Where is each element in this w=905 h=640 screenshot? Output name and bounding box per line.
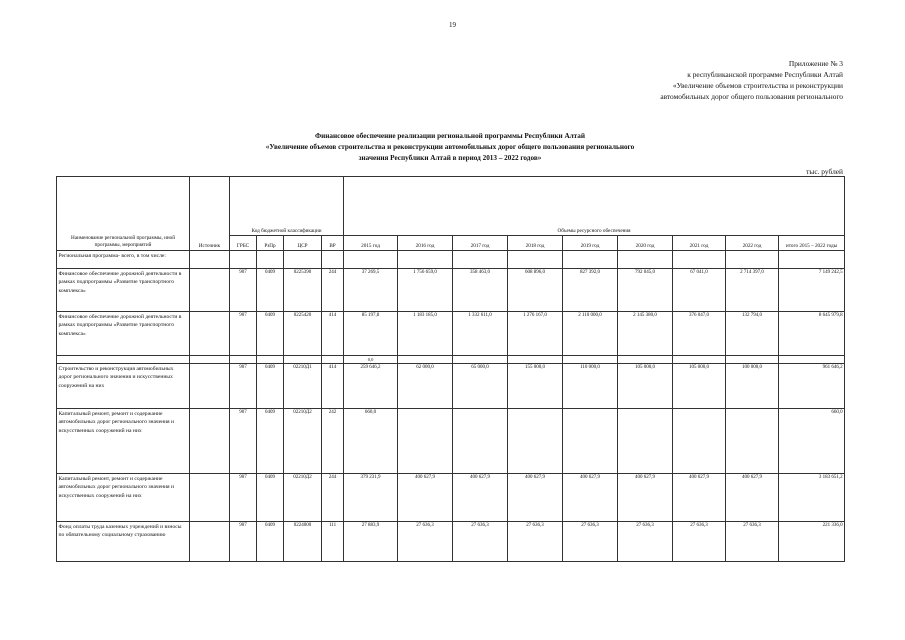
row-year-value-cell: 100 000,0 <box>726 364 779 409</box>
row-year-value-cell <box>453 356 508 364</box>
row-vr-cell <box>322 356 344 364</box>
row-grbs-cell: 907 <box>230 312 257 356</box>
row-year-value-cell <box>726 356 779 364</box>
row-csr-cell: 0225420 <box>284 312 322 356</box>
row-year-value-cell: 608 896,0 <box>508 269 563 312</box>
row-year-value-cell: 1 756 659,0 <box>398 269 453 312</box>
row-year-value-cell: 27 636,3 <box>453 522 508 562</box>
row-rzpr-cell <box>257 356 284 364</box>
row-year-value-cell: 827 392,0 <box>563 269 618 312</box>
header-year: 2015 год <box>344 236 398 251</box>
row-year-value-cell: 65 000,0 <box>453 364 508 409</box>
table-row <box>57 356 845 364</box>
row-year-value-cell: 85 197,8 <box>344 312 398 356</box>
row-rzpr-cell: 0409 <box>257 522 284 562</box>
row-year-value-cell: 358 463,0 <box>453 269 508 312</box>
header-grbs: ГРБС <box>230 236 257 251</box>
row-year-value-cell: 27 636,3 <box>673 522 726 562</box>
row-csr-cell: 0225390 <box>284 269 322 312</box>
appendix-block <box>660 58 843 102</box>
row-year-value-cell <box>344 251 398 269</box>
row-total-cell: 7 149 242,5 <box>779 269 845 312</box>
row-csr-cell <box>284 251 322 269</box>
row-vr-cell: 244 <box>322 269 344 312</box>
header-year: 2017 год <box>453 236 508 251</box>
row-name-cell: Капитальный ремонт, ремонт и содержание автомобильных дорог регионального значения и искусственных сооружений на них <box>57 474 190 522</box>
row-year-value-cell: 379 231,9 <box>344 474 398 522</box>
row-year-value-cell <box>563 251 618 269</box>
row-grbs-cell: 907 <box>230 409 257 474</box>
appendix-line: Приложение № 3 <box>788 59 843 68</box>
row-grbs-cell: 907 <box>230 364 257 409</box>
row-year-value-cell <box>618 356 673 364</box>
row-total-cell <box>779 251 845 269</box>
row-year-value-cell: 400 627,9 <box>726 474 779 522</box>
row-year-value-cell: 27 636,3 <box>618 522 673 562</box>
row-name-cell: Капитальный ремонт, ремонт и содержание автомобильных дорог регионального значения и искусственных сооружений на них <box>57 409 190 474</box>
table-row <box>57 522 845 562</box>
row-year-value-cell: 376 047,0 <box>673 312 726 356</box>
row-source-cell <box>190 356 230 364</box>
row-year-value-cell: 155 000,0 <box>508 364 563 409</box>
row-csr-cell: 02210Д2 <box>284 474 322 522</box>
row-year-value-cell: 27 636,3 <box>563 522 618 562</box>
header-resource-volumes: Объемы ресурсного обеспечения <box>344 177 845 236</box>
row-year-value-cell: 105 000,0 <box>618 364 673 409</box>
row-year-value-cell <box>673 251 726 269</box>
row-vr-cell: 414 <box>322 312 344 356</box>
row-rzpr-cell: 0409 <box>257 269 284 312</box>
row-year-value-cell <box>398 409 453 474</box>
row-source-cell <box>190 522 230 562</box>
header-source: Источник <box>190 177 230 251</box>
row-year-value-cell <box>453 409 508 474</box>
row-rzpr-cell <box>257 251 284 269</box>
row-year-value-cell: 67 041,0 <box>673 269 726 312</box>
row-grbs-cell: 907 <box>230 269 257 312</box>
row-total-cell: 3 183 651,2 <box>779 474 845 522</box>
row-vr-cell <box>322 251 344 269</box>
row-source-cell <box>190 312 230 356</box>
row-csr-cell: 02210Д1 <box>284 364 322 409</box>
table-row <box>57 312 845 356</box>
financing-table <box>56 176 845 562</box>
row-year-value-cell <box>563 356 618 364</box>
header-year: 2020 год <box>618 236 673 251</box>
title-line: значения Республики Алтай в период 2013 – 2022 годов» <box>358 154 542 162</box>
row-rzpr-cell: 0409 <box>257 364 284 409</box>
row-total-cell <box>779 356 845 364</box>
row-year-value-cell: 62 000,0 <box>398 364 453 409</box>
table-row <box>57 364 845 409</box>
row-csr-cell <box>284 356 322 364</box>
row-source-cell <box>190 364 230 409</box>
row-year-value-cell: 792 045,0 <box>618 269 673 312</box>
document-title <box>120 131 780 164</box>
row-year-value-cell <box>618 251 673 269</box>
row-year-value-cell: 259 646,2 <box>344 364 398 409</box>
header-year: 2016 год <box>398 236 453 251</box>
row-source-cell <box>190 269 230 312</box>
row-year-value-cell <box>673 409 726 474</box>
row-total-cell: 8 645 979,8 <box>779 312 845 356</box>
row-year-value-cell: 1 276 167,0 <box>508 312 563 356</box>
row-total-cell: 221 336,0 <box>779 522 845 562</box>
row-year-value-cell: 400 627,9 <box>453 474 508 522</box>
row-year-value-cell: 400 627,9 <box>563 474 618 522</box>
row-year-value-cell: 2 110 000,0 <box>563 312 618 356</box>
appendix-line: к республиканской программе Республики Алтай <box>687 70 843 79</box>
row-year-value-cell: 37 269,5 <box>344 269 398 312</box>
row-year-value-cell: 400 627,9 <box>508 474 563 522</box>
table-row <box>57 409 845 474</box>
row-year-value-cell: 400 627,9 <box>618 474 673 522</box>
row-csr-cell: 0224000 <box>284 522 322 562</box>
appendix-line: «Увеличение объемов строительства и реконструкции <box>672 81 843 90</box>
row-year-value-cell: 400 627,9 <box>673 474 726 522</box>
row-total-cell: 660,0 <box>779 409 845 474</box>
title-line: Финансовое обеспечение реализации региональной программы Республики Алтай <box>314 132 586 140</box>
header-year: 2021 год <box>673 236 726 251</box>
row-year-value-cell <box>618 409 673 474</box>
row-year-value-cell <box>726 251 779 269</box>
header-year: 2022 год <box>726 236 779 251</box>
row-grbs-cell: 907 <box>230 522 257 562</box>
row-grbs-cell <box>230 356 257 364</box>
row-vr-cell: 414 <box>322 364 344 409</box>
row-year-value-cell <box>726 409 779 474</box>
header-year: 2019 год <box>563 236 618 251</box>
header-vr: ВР <box>322 236 344 251</box>
row-rzpr-cell: 0409 <box>257 474 284 522</box>
row-year-value-cell: 2 714 397,0 <box>726 269 779 312</box>
header-csr: ЦСР <box>284 236 322 251</box>
row-year-value-cell: 105 000,0 <box>673 364 726 409</box>
row-name-cell: Финансовое обеспечение дорожной деятельности в рамках подпрограммы «Развитие транспортного комплекса» <box>57 269 190 312</box>
row-year-value-cell <box>398 251 453 269</box>
row-name-cell: Региональная программа- всего, в том числе: <box>57 251 190 269</box>
row-name-cell: Финансовое обеспечение дорожной деятельности в рамках подпрограммы «Развитие транспортного комплекса» <box>57 312 190 356</box>
appendix-line: автомобильных дорог общего пользования регионального <box>660 92 843 101</box>
row-year-value-cell <box>508 409 563 474</box>
row-vr-cell: 244 <box>322 474 344 522</box>
table-row <box>57 269 845 312</box>
row-csr-cell: 02210Д2 <box>284 409 322 474</box>
row-year-value-cell: 660,0 <box>344 409 398 474</box>
row-year-value-cell <box>398 356 453 364</box>
header-year: 2018 год <box>508 236 563 251</box>
row-total-cell: 961 646,2 <box>779 364 845 409</box>
row-name-cell: Строительство и реконструкция автомобильных дорог регионального значения и искусственных сооружений на них <box>57 364 190 409</box>
row-year-value-cell: 400 627,9 <box>398 474 453 522</box>
row-source-cell <box>190 409 230 474</box>
row-year-value-cell: 0,0 <box>344 356 398 364</box>
row-year-value-cell <box>453 251 508 269</box>
header-budget-classification: Код бюджетной классификации <box>230 177 344 236</box>
row-grbs-cell <box>230 251 257 269</box>
row-year-value-cell: 27 636,3 <box>726 522 779 562</box>
row-year-value-cell: 132 794,0 <box>726 312 779 356</box>
row-source-cell <box>190 474 230 522</box>
row-vr-cell: 111 <box>322 522 344 562</box>
page-number: 19 <box>449 21 456 29</box>
row-year-value-cell: 27 636,3 <box>508 522 563 562</box>
table-row <box>57 251 845 269</box>
row-year-value-cell <box>508 356 563 364</box>
row-vr-cell: 242 <box>322 409 344 474</box>
row-name-cell <box>57 356 190 364</box>
header-name: Наименование региональной программы, иной программы, мероприятий <box>57 177 190 251</box>
row-rzpr-cell: 0409 <box>257 409 284 474</box>
row-year-value-cell: 27 636,3 <box>398 522 453 562</box>
row-name-cell: Фонд оплаты труда казенных учреждений и взносы по обязательному социальному страхованию <box>57 522 190 562</box>
table-row <box>57 474 845 522</box>
title-line: «Увеличение объемов строительства и реконструкции автомобильных дорог общего пользования регионального <box>265 143 635 151</box>
row-grbs-cell: 907 <box>230 474 257 522</box>
row-year-value-cell: 27 883,9 <box>344 522 398 562</box>
row-year-value-cell <box>508 251 563 269</box>
row-year-value-cell: 1 183 185,0 <box>398 312 453 356</box>
header-total: итого 2015 – 2022 годы <box>779 236 845 251</box>
header-rzpr: РзПр <box>257 236 284 251</box>
row-rzpr-cell: 0409 <box>257 312 284 356</box>
row-year-value-cell: 2 145 380,0 <box>618 312 673 356</box>
row-year-value-cell <box>673 356 726 364</box>
row-year-value-cell: 110 000,0 <box>563 364 618 409</box>
row-year-value-cell: 1 332 611,0 <box>453 312 508 356</box>
row-year-value-cell <box>563 409 618 474</box>
units-label: тыс. рублей <box>806 167 843 176</box>
row-source-cell <box>190 251 230 269</box>
